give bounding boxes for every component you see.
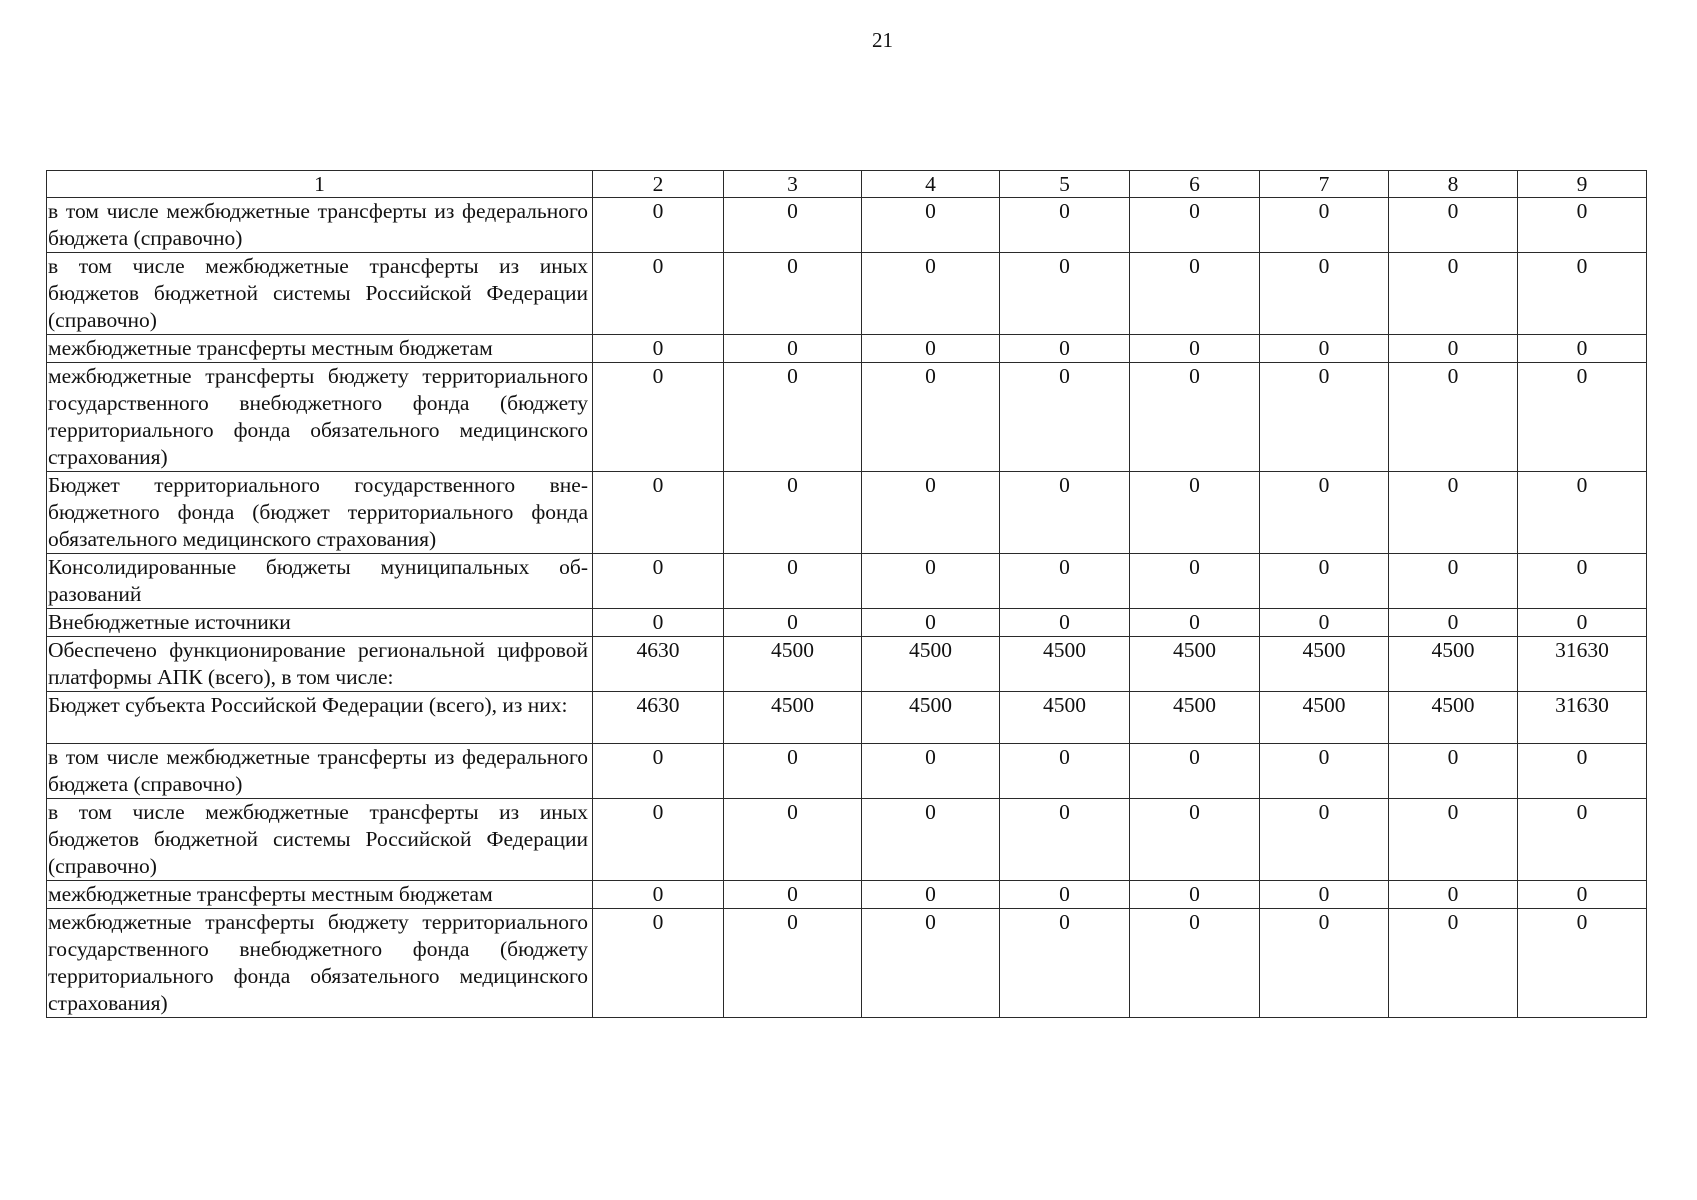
row-value: 0 [862, 198, 1000, 253]
row-value: 0 [724, 198, 862, 253]
row-value: 0 [1389, 363, 1518, 472]
row-value: 0 [1000, 609, 1130, 637]
row-value: 4500 [1130, 692, 1260, 744]
row-value: 0 [1130, 909, 1260, 1018]
row-value: 0 [1518, 253, 1647, 335]
row-value: 0 [1260, 198, 1389, 253]
row-value: 0 [1130, 609, 1260, 637]
row-value: 0 [1000, 253, 1130, 335]
row-value: 4500 [724, 692, 862, 744]
row-value: 0 [1260, 909, 1389, 1018]
row-label: в том числе межбюджетные трансферты из иных бюджетов бюджетной системы Российской Федерации (справочно) [47, 253, 593, 335]
table-row [47, 637, 1647, 692]
row-value: 4500 [862, 637, 1000, 692]
row-value: 0 [1260, 799, 1389, 881]
column-header: 7 [1260, 171, 1389, 198]
table-row [47, 692, 1647, 744]
row-value: 0 [1000, 799, 1130, 881]
row-value: 0 [1260, 253, 1389, 335]
row-value: 0 [1389, 744, 1518, 799]
row-value: 0 [1130, 198, 1260, 253]
row-value: 0 [1130, 253, 1260, 335]
row-value: 0 [1130, 472, 1260, 554]
row-value: 0 [1000, 554, 1130, 609]
row-value: 0 [1518, 363, 1647, 472]
row-value: 0 [862, 253, 1000, 335]
column-header: 3 [724, 171, 862, 198]
table-row [47, 554, 1647, 609]
row-value: 0 [724, 335, 862, 363]
budget-table [46, 170, 1647, 1018]
row-value: 0 [1260, 335, 1389, 363]
row-value: 0 [724, 909, 862, 1018]
row-value: 0 [1518, 472, 1647, 554]
page-number: 21 [872, 28, 893, 52]
row-value: 0 [1518, 909, 1647, 1018]
row-value: 4500 [1389, 692, 1518, 744]
row-label: Обеспечено функционирование региональной цифровой платформы АПК (всего), в том числе: [47, 637, 593, 692]
row-value: 4630 [593, 637, 724, 692]
table-row [47, 335, 1647, 363]
row-label: Бюджет территориального государственного внебюджетного фонда (бюджет территориального фонда обязательного медицинского страхования) [47, 472, 593, 554]
row-value: 0 [724, 744, 862, 799]
row-value: 0 [1260, 472, 1389, 554]
column-header: 1 [47, 171, 593, 198]
row-value: 0 [593, 363, 724, 472]
row-value: 0 [1000, 198, 1130, 253]
row-value: 0 [593, 253, 724, 335]
row-value: 0 [1518, 799, 1647, 881]
table-row [47, 609, 1647, 637]
row-value: 0 [1130, 554, 1260, 609]
row-value: 0 [862, 799, 1000, 881]
row-value: 0 [593, 799, 724, 881]
table-header-row [47, 171, 1647, 198]
row-value: 0 [1000, 335, 1130, 363]
row-value: 0 [1389, 554, 1518, 609]
row-value: 0 [593, 909, 724, 1018]
row-value: 0 [862, 472, 1000, 554]
row-value: 0 [1389, 335, 1518, 363]
row-value: 0 [1000, 909, 1130, 1018]
row-label: в том числе межбюджетные трансферты из иных бюджетов бюджетной системы Российской Федерации (справочно) [47, 799, 593, 881]
row-value: 0 [1389, 198, 1518, 253]
row-value: 0 [1130, 881, 1260, 909]
row-value: 0 [1260, 744, 1389, 799]
row-value: 0 [862, 554, 1000, 609]
column-header: 6 [1130, 171, 1260, 198]
row-value: 0 [1389, 472, 1518, 554]
row-value: 0 [1000, 744, 1130, 799]
table-body [47, 171, 1647, 1018]
row-label: Бюджет субъекта Российской Федерации (всего), из них: [47, 692, 593, 744]
row-value: 4500 [1000, 637, 1130, 692]
row-label: межбюджетные трансферты местным бюджетам [47, 335, 593, 363]
row-value: 0 [1518, 335, 1647, 363]
row-value: 0 [1518, 881, 1647, 909]
row-value: 0 [1518, 744, 1647, 799]
row-label: Внебюджетные источники [47, 609, 593, 637]
row-value: 0 [724, 253, 862, 335]
row-value: 0 [1130, 363, 1260, 472]
row-value: 0 [1389, 881, 1518, 909]
row-value: 0 [593, 472, 724, 554]
table-row [47, 744, 1647, 799]
row-label: межбюджетные трансферты бюджету территориального государственного внебюджетного фонда (бюджету территориального фонда обязательного медицинского страхования) [47, 363, 593, 472]
row-value: 0 [593, 881, 724, 909]
row-value: 0 [1000, 881, 1130, 909]
row-value: 4500 [1130, 637, 1260, 692]
row-value: 0 [1389, 609, 1518, 637]
row-value: 0 [1000, 363, 1130, 472]
table-row [47, 909, 1647, 1018]
row-value: 0 [593, 554, 724, 609]
table-row [47, 198, 1647, 253]
row-value: 0 [862, 744, 1000, 799]
row-value: 0 [1130, 744, 1260, 799]
row-value: 0 [1389, 799, 1518, 881]
row-value: 0 [1000, 472, 1130, 554]
column-header: 8 [1389, 171, 1518, 198]
table-row [47, 881, 1647, 909]
row-value: 4630 [593, 692, 724, 744]
row-value: 0 [1518, 609, 1647, 637]
row-value: 4500 [1260, 692, 1389, 744]
row-value: 4500 [1000, 692, 1130, 744]
row-value: 31630 [1518, 692, 1647, 744]
row-value: 0 [593, 609, 724, 637]
row-value: 0 [724, 609, 862, 637]
table-row [47, 253, 1647, 335]
row-value: 0 [1260, 363, 1389, 472]
column-header: 5 [1000, 171, 1130, 198]
row-value: 0 [1130, 799, 1260, 881]
row-label: в том числе межбюджетные трансферты из федерального бюджета (справочно) [47, 198, 593, 253]
row-value: 0 [862, 909, 1000, 1018]
column-header: 2 [593, 171, 724, 198]
table-row [47, 799, 1647, 881]
row-value: 31630 [1518, 637, 1647, 692]
row-value: 0 [1260, 609, 1389, 637]
row-value: 0 [1518, 554, 1647, 609]
row-value: 0 [724, 881, 862, 909]
row-value: 0 [593, 198, 724, 253]
row-value: 4500 [1389, 637, 1518, 692]
row-value: 0 [593, 744, 724, 799]
row-value: 0 [1260, 881, 1389, 909]
row-label: межбюджетные трансферты бюджету территориального государственного внебюджетного фонда (бюджету территориального фонда обязательного медицинского страхования) [47, 909, 593, 1018]
row-label: Консолидированные бюджеты муниципальных образований [47, 554, 593, 609]
row-label: межбюджетные трансферты местным бюджетам [47, 881, 593, 909]
row-value: 4500 [724, 637, 862, 692]
row-value: 4500 [862, 692, 1000, 744]
row-value: 0 [862, 881, 1000, 909]
row-value: 0 [1389, 253, 1518, 335]
column-header: 9 [1518, 171, 1647, 198]
table-row [47, 363, 1647, 472]
row-value: 0 [862, 609, 1000, 637]
row-value: 0 [593, 335, 724, 363]
row-value: 0 [724, 554, 862, 609]
row-value: 0 [724, 799, 862, 881]
table-row [47, 472, 1647, 554]
row-value: 0 [1130, 335, 1260, 363]
column-header: 4 [862, 171, 1000, 198]
row-value: 0 [1518, 198, 1647, 253]
row-value: 0 [1389, 909, 1518, 1018]
row-value: 0 [1260, 554, 1389, 609]
row-value: 0 [862, 363, 1000, 472]
row-value: 0 [724, 363, 862, 472]
row-label: в том числе межбюджетные трансферты из федерального бюджета (справочно) [47, 744, 593, 799]
row-value: 0 [862, 335, 1000, 363]
row-value: 4500 [1260, 637, 1389, 692]
row-value: 0 [724, 472, 862, 554]
